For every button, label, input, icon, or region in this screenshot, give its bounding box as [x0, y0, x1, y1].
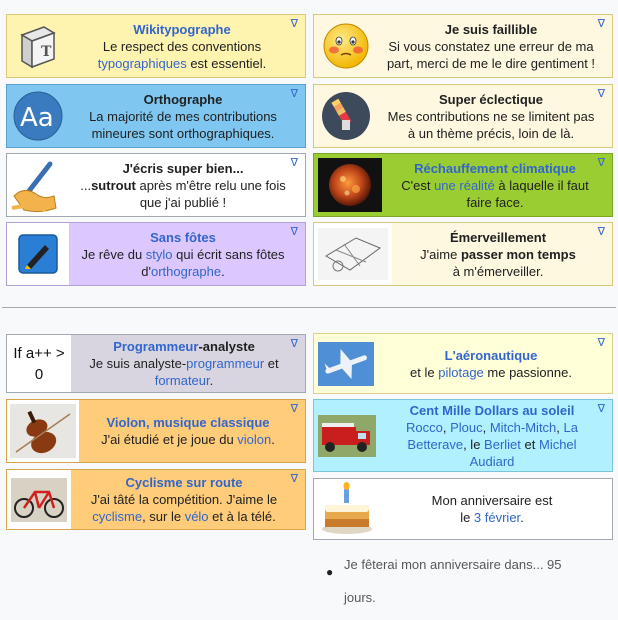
expand-triangle-icon[interactable]: ∇ — [290, 157, 298, 169]
userbox-text: Mon anniversaire est le 3 février. — [431, 493, 553, 525]
userbox-violon — [6, 399, 306, 463]
sketch-drawing-icon — [314, 223, 392, 285]
stylo-link[interactable]: stylo — [145, 246, 173, 262]
userbox-text: Émerveillement J'aime passer mon temps à m'émerveiller. — [420, 229, 576, 279]
section-divider — [2, 307, 616, 308]
userbox-text: L'aéronautique et le pilotage me passionne. — [410, 347, 572, 380]
la-betterave-link[interactable]: La — [563, 419, 578, 435]
userbox-eclectique — [313, 84, 613, 148]
expand-triangle-icon[interactable]: ∇ — [290, 88, 298, 100]
writing-hand-icon — [7, 154, 69, 216]
userbox-ecris — [6, 153, 306, 217]
userbox-text: J'écris super bien... ...sutrout après m'être relu une fois que j'ai publié ! — [80, 160, 286, 210]
svg-text:T: T — [41, 44, 52, 60]
userbox-faillible — [313, 14, 613, 78]
programmeur-title-link[interactable]: Programmeur — [113, 339, 199, 354]
expand-triangle-icon[interactable]: ∇ — [290, 338, 298, 350]
violon-link[interactable]: violon — [237, 432, 272, 447]
userbox-text: Super éclectique Mes contributions ne se limitent pas à un thème précis, loin de là. — [387, 91, 595, 141]
cyclisme-link[interactable]: cyclisme — [92, 509, 143, 524]
userbox-text: Orthographe La majorité de mes contributions mineures sont orthographiques. — [89, 91, 277, 141]
userbox-anniversaire — [313, 478, 613, 540]
programmeur-link[interactable]: programmeur — [186, 356, 265, 371]
userbox-title-link[interactable]: Sans fôtes — [150, 229, 216, 245]
userbox-orthographe — [6, 84, 306, 148]
userbox-text: Je suis faillible Si vous constatez une erreur de ma part, merci de me le dire gentiment ! — [386, 21, 596, 71]
userbox-text: Cent Mille Dollars au soleil Rocco, Plouc, Mitch-Mitch, La Betterave, le Berliet et Michel Audiard — [405, 402, 578, 469]
bullet-icon: ● — [326, 565, 334, 579]
expand-triangle-icon[interactable]: ∇ — [290, 403, 298, 415]
blushing-smiley-icon — [314, 15, 378, 77]
userbox-title-link[interactable]: Réchauffement climatique — [414, 160, 576, 176]
rocco-link[interactable]: Rocco — [405, 419, 443, 435]
code-snippet-label: If a++ > 0 — [7, 335, 71, 392]
expand-triangle-icon[interactable]: ∇ — [597, 88, 605, 100]
svg-text:Aa: Aa — [20, 103, 54, 133]
userbox-sans-fotes — [6, 222, 306, 286]
birth-date-link[interactable]: 3 février — [473, 510, 521, 525]
typography-block-icon — [7, 15, 67, 77]
color-swatch-icon — [314, 85, 378, 147]
userbox-programmeur — [6, 334, 306, 393]
userbox-wikitypographe — [6, 14, 306, 78]
userbox-cyclisme — [6, 469, 306, 530]
hot-earth-icon — [318, 158, 382, 212]
expand-triangle-icon[interactable]: ∇ — [597, 337, 605, 349]
expand-triangle-icon[interactable]: ∇ — [290, 473, 298, 485]
userbox-text: Réchauffement climatique C'est une réalité à laquelle il faut faire face. — [401, 160, 589, 210]
expand-triangle-icon[interactable]: ∇ — [290, 18, 298, 30]
michel-audiard-link-cont[interactable]: Audiard — [469, 453, 515, 469]
expand-triangle-icon[interactable]: ∇ — [597, 403, 605, 415]
userbox-rechauffement — [313, 153, 613, 217]
userbox-text: Cyclisme sur route J'ai tâté la compétition. J'aime le cyclisme, sur le vélo et à la télé. — [90, 475, 278, 524]
userbox-title-link[interactable]: L'aéronautique — [444, 347, 538, 363]
la-betterave-link-cont[interactable]: Betterave — [407, 436, 464, 452]
truck-icon — [314, 400, 380, 471]
une-realite-link[interactable]: une réalité — [434, 177, 495, 193]
birthday-cake-icon — [314, 479, 380, 539]
userbox-emerveillement — [313, 222, 613, 286]
airplane-icon — [314, 334, 378, 393]
userbox-text: Wikitypographe Le respect des conventions typographiques est essentiel. — [97, 21, 267, 71]
mitch-mitch-link[interactable]: Mitch-Mitch — [489, 419, 557, 435]
userbox-text: Programmeur-analyste Je suis analyste-programmeur et formateur. — [89, 339, 279, 388]
expand-triangle-icon[interactable]: ∇ — [290, 226, 298, 238]
userbox-aeronautique — [313, 333, 613, 394]
birthday-countdown-note: ● Je fêterai mon anniversaire dans... 95 jours. — [326, 557, 562, 605]
fountain-pen-icon — [7, 223, 69, 285]
bicycle-icon — [7, 470, 71, 529]
michel-audiard-link[interactable]: Michel — [538, 436, 577, 452]
userbox-cent-mille-dollars — [313, 399, 613, 472]
userbox-title-link[interactable]: Cent Mille Dollars au soleil — [409, 402, 575, 418]
berliet-link[interactable]: Berliet — [484, 436, 521, 452]
orthographe-link[interactable]: orthographe — [150, 263, 222, 279]
formateur-link[interactable]: formateur — [154, 373, 210, 388]
userbox-title-link[interactable]: Wikitypographe — [133, 21, 231, 37]
expand-triangle-icon[interactable]: ∇ — [597, 18, 605, 30]
userbox-text: Sans fôtes Je rêve du stylo qui écrit sans fôtes d'orthographe. — [81, 229, 285, 279]
plouc-link[interactable]: Plouc — [450, 419, 483, 435]
pilotage-link[interactable]: pilotage — [438, 364, 484, 380]
userbox-title-link[interactable]: Violon, musique classique — [106, 415, 270, 430]
violin-icon — [7, 400, 79, 462]
typographiques-link[interactable]: typographiques — [97, 55, 187, 71]
expand-triangle-icon[interactable]: ∇ — [597, 157, 605, 169]
aa-letters-icon — [7, 85, 69, 147]
velo-link[interactable]: vélo — [184, 509, 209, 524]
userbox-title-link[interactable]: Cyclisme sur route — [125, 475, 243, 490]
userbox-text: Violon, musique classique J'ai étudié et je joue du violon. — [101, 415, 275, 447]
expand-triangle-icon[interactable]: ∇ — [597, 226, 605, 238]
